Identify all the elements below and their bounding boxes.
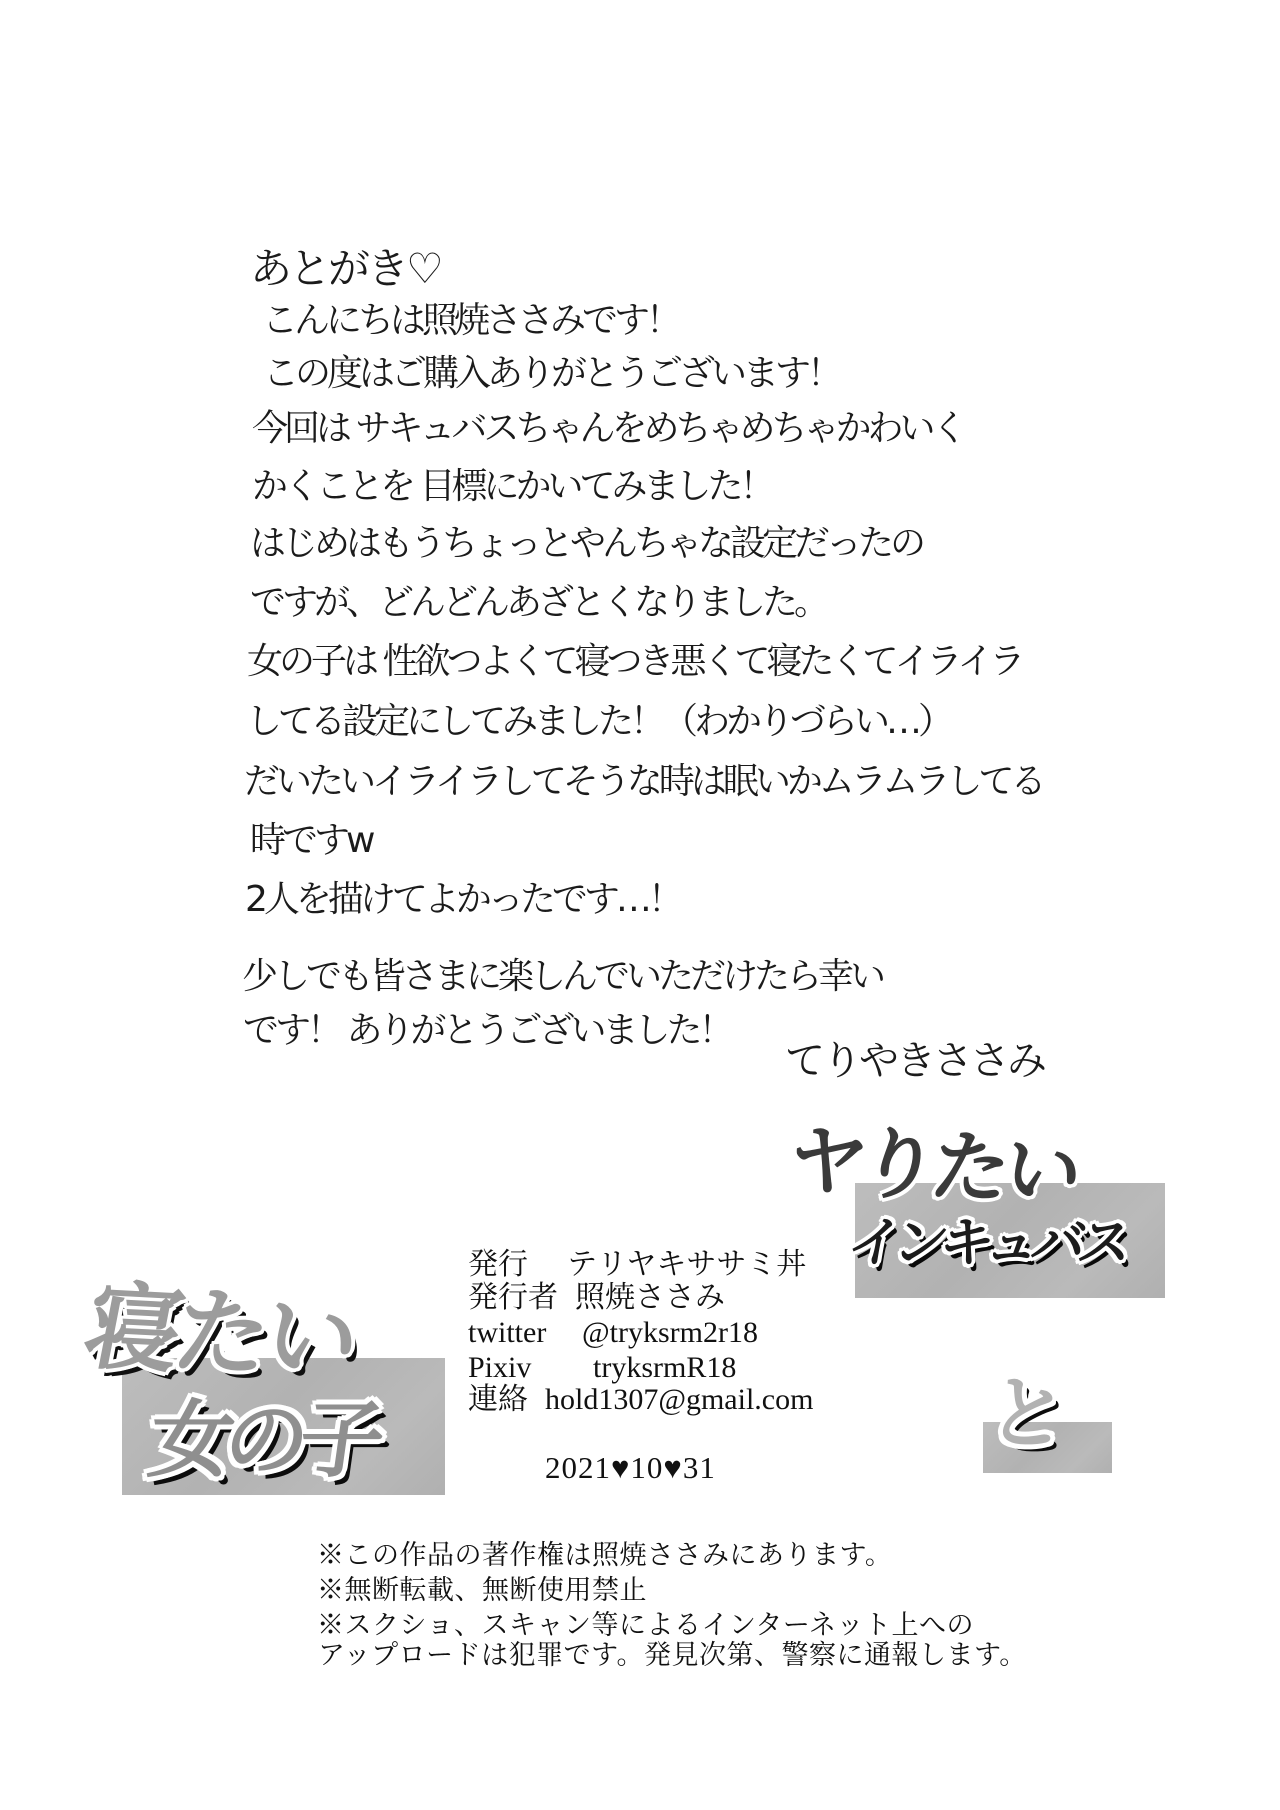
- afterword-line: 少しでも皆さまに楽しんでいただけたら幸い: [242, 956, 883, 997]
- colophon-label: 発行: [468, 1248, 528, 1281]
- afterword-heading: あとがき♡: [250, 244, 441, 293]
- afterword-line: ですが、どんどんあざとくなりました。: [250, 582, 827, 623]
- colophon-label: 発行者: [468, 1281, 558, 1314]
- colophon-value: テリヤキササミ丼: [567, 1248, 807, 1281]
- copyright-line: ※無断転載、無断使用禁止: [317, 1575, 647, 1605]
- afterword-line: この度はご購入ありがとうございます！: [263, 353, 840, 394]
- afterword-line: 2人を描けてよかったです…！: [245, 879, 680, 920]
- copyright-line: アップロードは犯罪です。発見次第、警察に通報します。: [318, 1640, 1027, 1670]
- colophon-value: tryksrmR18: [593, 1351, 737, 1384]
- author-signature: てりやきささみ: [785, 1038, 1044, 1084]
- colophon-label: twitter: [468, 1316, 547, 1349]
- colophon-value: @tryksrm2r18: [582, 1316, 758, 1349]
- afterword-line: してる設定にしてみました！（わかりづらい…）: [246, 701, 951, 742]
- title-incubus-line2: インキュバス: [842, 1211, 1130, 1274]
- afterword-line: かくことを 目標にかいてみました！: [252, 466, 772, 507]
- publication-date: 2021♥10♥31: [545, 1450, 716, 1485]
- title-connector: と: [983, 1367, 1073, 1460]
- title-girl-line1: 寝たい: [75, 1272, 364, 1396]
- colophon-value: hold1307@gmail.com: [545, 1383, 814, 1416]
- title-girl-line2: 女の子: [143, 1391, 382, 1489]
- afterword-line: です！ ありがとうございました！: [243, 1010, 731, 1051]
- copyright-line: ※この作品の著作権は照焼ささみにあります。: [317, 1540, 893, 1570]
- afterword-line: こんにちは照焼ささみです！: [262, 300, 679, 341]
- afterword-line: 時ですw: [250, 820, 372, 861]
- title-incubus-line1: ヤりたい: [779, 1116, 1085, 1218]
- afterword-line: 今回は サキュバスちゃんをめちゃめちゃかわいく: [252, 408, 964, 449]
- colophon-value: 照焼ささみ: [575, 1281, 725, 1314]
- colophon-label: 連絡: [468, 1383, 528, 1416]
- afterword-line: 女の子は 性欲つよくて寝つき悪くて寝たくてイライラ: [247, 641, 1022, 682]
- afterword-line: だいたいイライラしてそうな時は眠いかムラムラしてる: [244, 761, 1043, 802]
- colophon-label: Pixiv: [468, 1351, 532, 1384]
- afterword-line: はじめはもうちょっとやんちゃな設定だったの: [250, 523, 923, 564]
- copyright-line: ※スクショ、スキャン等によるインターネット上への: [317, 1610, 975, 1640]
